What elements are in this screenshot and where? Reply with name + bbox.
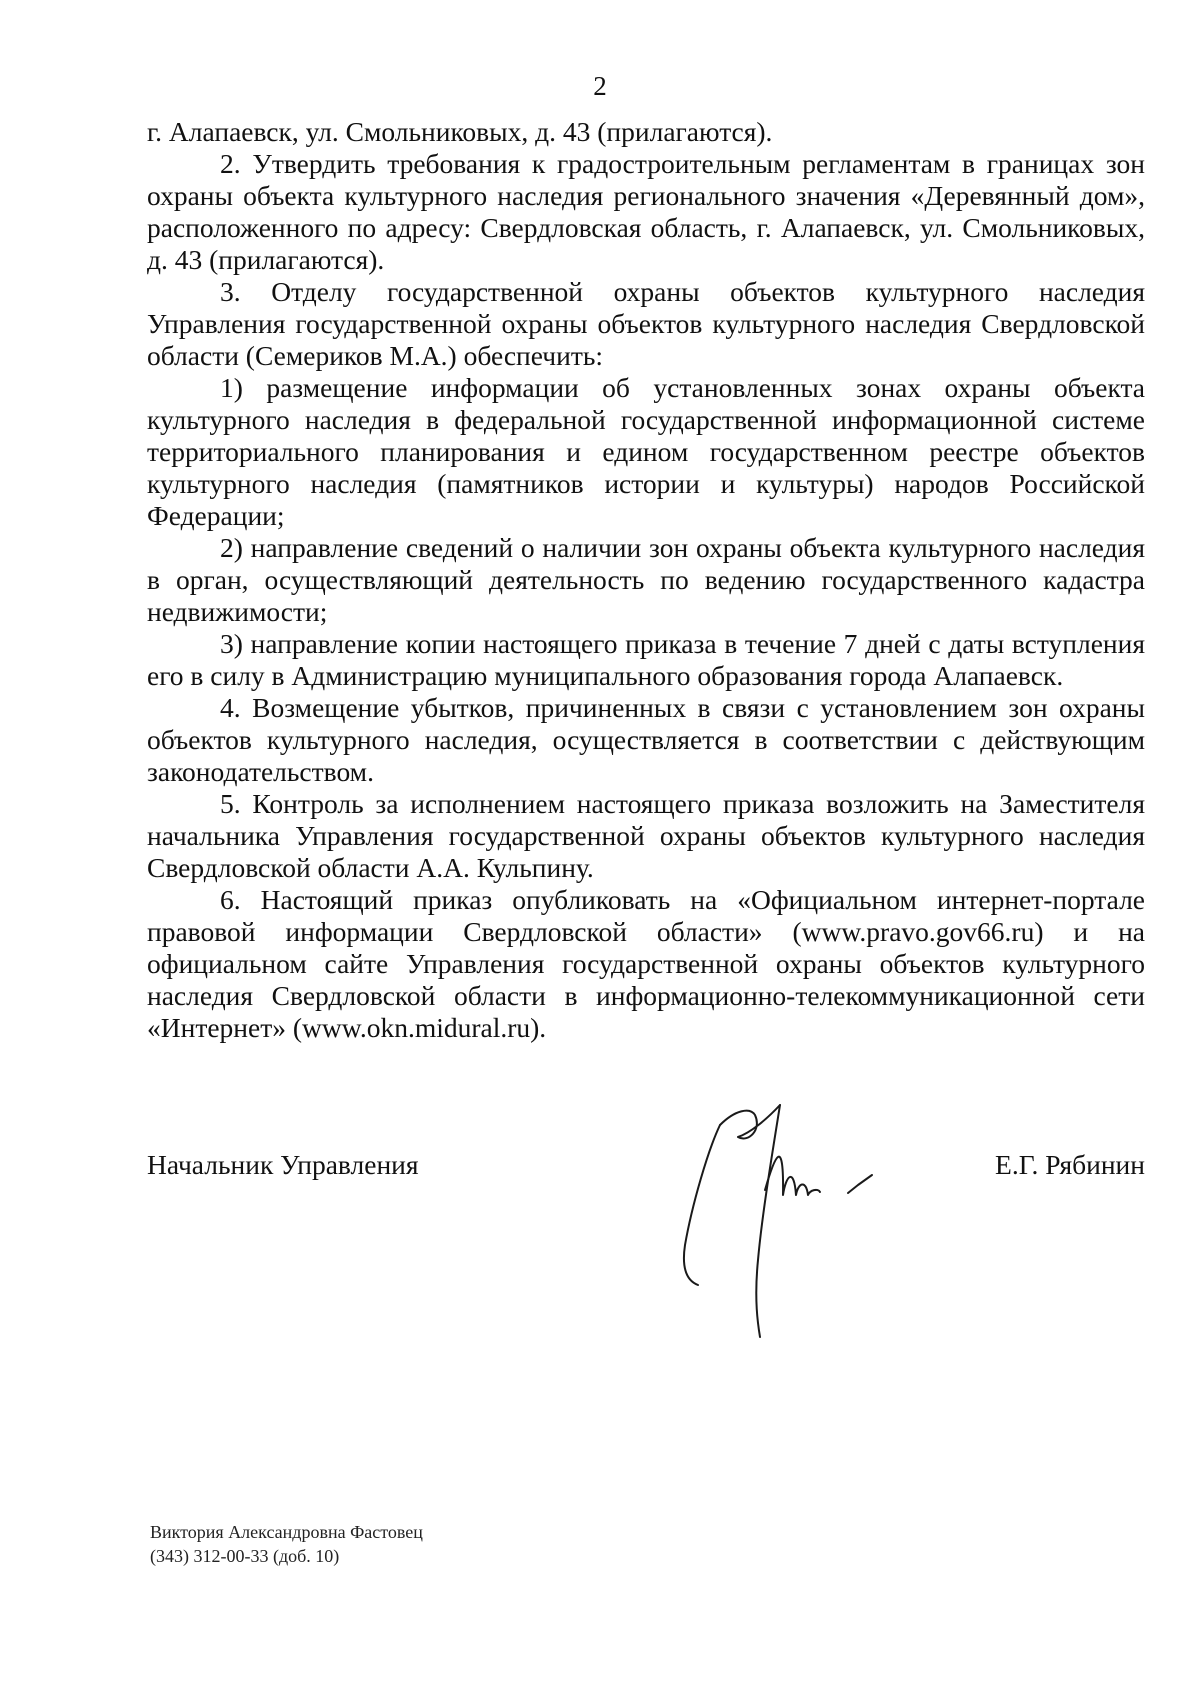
- paragraph-3-item-1: 1) размещение информации об установленных зонах охраны объекта культурного наследия в федеральной государственной информационной системе территориального планирования и едином государственном реестре объектов культурного наследия (памятников истории и культуры) народов Российской Федерации;: [147, 372, 1145, 531]
- paragraph-4: 4. Возмещение убытков, причиненных в связи с установлением зон охраны объектов культурного наследия, осуществляется в соответствии с действующим законодательством.: [147, 692, 1145, 787]
- page-number: 2: [593, 71, 607, 101]
- paragraph-6: 6. Настоящий приказ опубликовать на «Официальном интернет-портале правовой информации Свердловской области» (www.pravo.gov66.ru) и на официальном сайте Управления государственной охраны объектов культурного наследия Свердловской области в информационно-телекоммуникационной сети «Интернет» (www.okn.midural.ru).: [147, 884, 1145, 1043]
- executor-info: [150, 1520, 423, 1568]
- paragraph-1-continuation: г. Алапаевск, ул. Смольниковых, д. 43 (прилагаются).: [147, 116, 773, 147]
- handwritten-signature: [680, 1095, 880, 1340]
- document-body: [147, 116, 1145, 1044]
- paragraph-3-item-2: 2) направление сведений о наличии зон охраны объекта культурного наследия в орган, осуществляющий деятельность по ведению государственного кадастра недвижимости;: [147, 532, 1145, 627]
- signatory-name: Е.Г. Рябинин: [995, 1149, 1145, 1180]
- paragraph-3-item-3: 3) направление копии настоящего приказа в течение 7 дней с даты вступления его в силу в Администрацию муниципального образования города Алапаевск.: [147, 628, 1145, 691]
- signatory-position: Начальник Управления: [147, 1149, 419, 1180]
- paragraph-3: 3. Отделу государственной охраны объектов культурного наследия Управления государственной охраны объектов культурного наследия Свердловской области (Семериков М.А.) обеспечить:: [147, 276, 1145, 371]
- paragraph-5: 5. Контроль за исполнением настоящего приказа возложить на Заместителя начальника Управления государственной охраны объектов культурного наследия Свердловской области А.А. Кульпину.: [147, 788, 1145, 883]
- executor-phone: (343) 312-00-33 (доб. 10): [150, 1546, 340, 1566]
- paragraph-2: 2. Утвердить требования к градостроительным регламентам в границах зон охраны объекта культурного наследия регионального значения «Деревянный дом», расположенного по адресу: Свердловская область, г. Алапаевск, ул. Смольниковых, д. 43 (прилагаются).: [147, 148, 1145, 275]
- executor-name: Виктория Александровна Фастовец: [150, 1522, 423, 1542]
